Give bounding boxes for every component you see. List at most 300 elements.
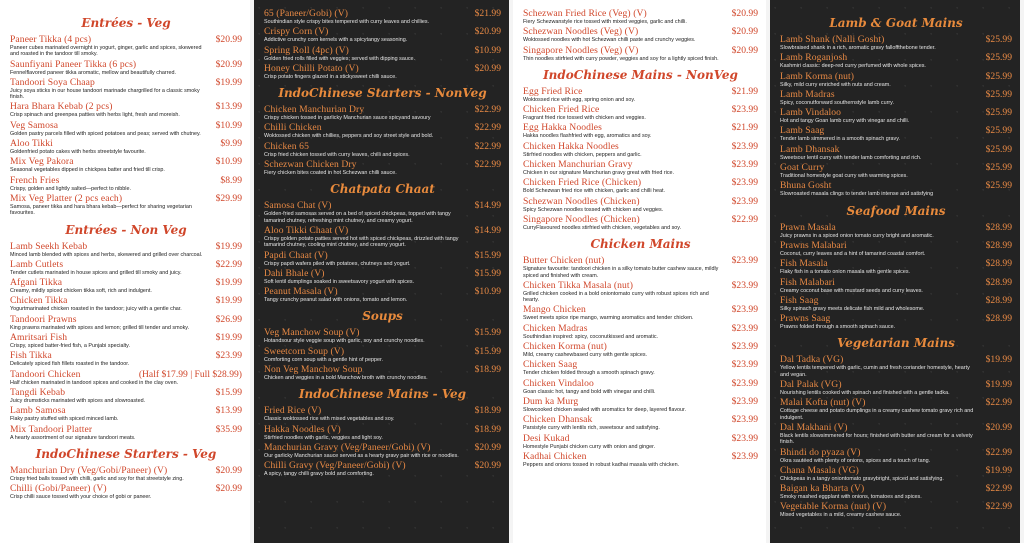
dish-name: Chicken Tikka Masala (nut) — [523, 279, 633, 291]
dish-price: $22.99 — [985, 501, 1012, 513]
menu-item-goat-curry — [780, 162, 1012, 179]
menu-item-hakka-noodles-v — [264, 424, 501, 441]
dish-price: $25.99 — [985, 88, 1012, 100]
dish-name: Lamb Shank (Nalli Gosht) — [780, 34, 885, 45]
dish-name: Chicken Hakka Noodles — [523, 140, 619, 152]
section-soups — [264, 309, 501, 381]
section-title: Entrées - Non Veg — [65, 222, 187, 237]
dish-price: $20.99 — [474, 460, 501, 472]
dish-name: Chicken 65 — [264, 140, 309, 152]
menu-item-bhindi-do-pyaza-v — [780, 447, 1012, 464]
dish-name: Lamb Dhansak — [780, 143, 840, 155]
dish-name: Dum ka Murg — [523, 395, 579, 407]
dish-name: Chilli (Gobi/Paneer) (V) — [10, 483, 107, 495]
menu-item-dal-palak-vg — [780, 379, 1012, 396]
dish-description: Slowcooked chicken sealed with aromatics for deep, layered flavour. — [523, 406, 687, 413]
dish-name: Fish Saag — [780, 294, 819, 306]
dish-description: Southindian inspired: spicy, coconutkissed and aromatic. — [523, 333, 659, 340]
menu-item-vegetable-korma-nut-v — [780, 501, 1012, 518]
dish-price: $18.99 — [474, 364, 501, 376]
dish-price: $19.99 — [215, 76, 242, 88]
dish-price: $23.99 — [731, 395, 758, 407]
menu-item-mix-veg-platter-2-pcs-each — [10, 193, 242, 217]
dish-name: Chicken Madras — [523, 322, 588, 334]
menu-item-veg-samosa — [10, 120, 242, 137]
menu-item-lamb-samosa — [10, 405, 242, 422]
dish-description: A hearty assortment of our signature tandoori meats. — [10, 434, 136, 441]
dish-price: $28.99 — [985, 239, 1012, 251]
dish-price: $23.99 — [731, 140, 758, 152]
dish-name: Sweetcorn Soup (V) — [264, 345, 345, 357]
dish-price: $22.99 — [215, 258, 242, 270]
menu-item-fish-saag — [780, 295, 1012, 312]
dish-name: Chana Masala (VG) — [780, 464, 859, 476]
menu-panel-2 — [254, 0, 509, 543]
dish-name: Chicken Manchurian Dry — [264, 104, 365, 116]
dish-name: Dal Tadka (VG) — [780, 354, 844, 366]
menu-item-chicken-tikka — [10, 295, 242, 312]
dish-description: Tangy crunchy peanut salad with onions, tomato and lemon. — [264, 297, 408, 304]
dish-description: Tender cutlets marinated in house spices and grilled till smoky and juicy. — [10, 269, 182, 276]
dish-name: Fish Malabari — [780, 276, 835, 288]
dish-description: Cottage cheese and potato dumplings in a creamy cashew tomato gravy rich and indulgent. — [780, 408, 974, 421]
dish-description: Crispy fried balls tossed with chilli, garlic and soy for that streetstyle zing. — [10, 475, 184, 482]
menu-item-dum-ka-murg — [523, 396, 758, 413]
dish-name: Prawns Malabari — [780, 239, 847, 251]
dish-description: Juicy drumsticks marinated with spices and slowroasted. — [10, 397, 146, 404]
section-title: IndoChinese Mains - NonVeg — [543, 67, 738, 82]
dish-price: $23.99 — [731, 177, 758, 189]
section-chicken-mains — [523, 237, 758, 468]
dish-price: $10.99 — [215, 119, 242, 131]
dish-name: Chilli Chicken — [264, 122, 322, 134]
dish-price: $20.99 — [474, 62, 501, 74]
dish-description: Yellow lentils tempered with garlic, cumin and fresh coriander homestyle, hearty and vegan. — [780, 365, 970, 378]
dish-price: $22.99 — [985, 483, 1012, 495]
menu-item-aloo-tikki — [10, 138, 242, 155]
menu-item-honey-chilli-potato-v — [264, 63, 501, 80]
dish-name: Amritsari Fish — [10, 332, 68, 344]
dish-name: Aloo Tikki — [10, 138, 53, 150]
menu-item-bhuna-gosht — [780, 180, 1012, 197]
menu-item-chilli-chicken — [264, 122, 501, 139]
dish-description: Juicy soya sticks in our house tandoori marinade chargrilled for a classic smoky finish. — [10, 87, 200, 101]
dish-price: $22.99 — [985, 446, 1012, 458]
dish-price: $28.99 — [985, 276, 1012, 288]
dish-price: $25.99 — [985, 143, 1012, 155]
dish-price: $19.99 — [985, 354, 1012, 366]
dish-name: Honey Chilli Potato (V) — [264, 62, 359, 74]
dish-price: $15.99 — [474, 345, 501, 357]
dish-price: $26.99 — [215, 313, 242, 325]
dish-price: $15.99 — [474, 249, 501, 261]
dish-description: Samosa, paneer tikka and hara bhara kebab—perfect for sharing vegetarian favourites. — [10, 203, 192, 217]
dish-name: Chicken Dhansak — [523, 414, 593, 426]
dish-description: Stirfried noodles with chicken, peppers and garlic. — [523, 151, 642, 158]
dish-name: Tandoori Prawns — [10, 313, 77, 325]
dish-price: $15.99 — [215, 386, 242, 398]
section-indochinese-starters-veg — [10, 447, 242, 501]
section-title: Soups — [362, 309, 403, 324]
menu-item-baigan-ka-bharta-v — [780, 483, 1012, 500]
dish-description: Fennelflavored paneer tikka aromatic, mellow and beautifully charred. — [10, 69, 176, 76]
menu-item-lamb-dhansak — [780, 144, 1012, 161]
dish-name: Lamb Vindaloo — [780, 107, 842, 119]
dish-description: Crisp chilli sauce tossed with your choice of gobi or paneer. — [10, 494, 152, 501]
dish-description: Smoky mashed eggplant with onions, tomatoes and spices. — [780, 494, 922, 501]
dish-price: $8.99 — [220, 174, 242, 186]
menu-item-chana-masala-vg — [780, 465, 1012, 482]
menu-item-tandoori-chicken — [10, 369, 242, 386]
dish-name: Lamb Cutlets — [10, 258, 64, 270]
dish-description: Hot and tangy Goan lamb curry with vinegar and chilli. — [780, 118, 910, 125]
dish-description: Hakka noodles flashfried with egg, aromatics and soy. — [523, 133, 652, 140]
menu-item-papdi-chaat-v — [264, 250, 501, 267]
menu-item-chicken-tikka-masala-nut — [523, 280, 758, 304]
menu-item-malai-kofta-nut-v — [780, 397, 1012, 421]
dish-name: Lamb Korma (nut) — [780, 70, 855, 82]
menu-item-prawns-malabari — [780, 240, 1012, 257]
dish-description: Our garlicky Manchurian sauce served as a hearty gravy pair with rice or noodles. — [264, 452, 459, 459]
menu-item-schezwan-noodles-chicken — [523, 196, 758, 213]
menu-item-mix-tandoori-platter — [10, 424, 242, 441]
dish-description: Yogurtmarinated chicken roasted in the tandoor; juicy with a gentle char. — [10, 306, 182, 313]
menu-item-dahi-bhale-v — [264, 268, 501, 285]
dish-price: $22.99 — [474, 104, 501, 116]
dish-name: Dal Makhani (V) — [780, 421, 848, 433]
dish-name: Schezwan Noodles (Veg) (V) — [523, 26, 639, 38]
dish-name: Hara Bhara Kebab (2 pcs) — [10, 101, 113, 113]
menu-item-fish-masala — [780, 258, 1012, 275]
section-seafood-mains — [780, 204, 1012, 331]
dish-description: Sweet meets spice ripe mango, warming aromatics and tender chicken. — [523, 315, 694, 322]
dish-description: Grilled chicken cooked in a bold oniontomato curry with robust spices rich and hearty. — [523, 290, 709, 304]
menu-item-afgani-tikka — [10, 277, 242, 294]
dish-description: Chicken in our signature Manchurian gravy great with fried rice. — [523, 170, 675, 177]
menu-item-dal-tadka-vg — [780, 354, 1012, 378]
dish-price: $20.99 — [215, 58, 242, 70]
dish-description: Golden-fried samosas served on a bed of spiced chickpeas, topped with tangy tamarind chutney, refreshing mint chutney, and creamy yogurt. — [264, 211, 451, 224]
dish-name: Kadhai Chicken — [523, 450, 587, 462]
menu-item-samosa-chat-v — [264, 200, 501, 224]
dish-name: Butter Chicken (nut) — [523, 255, 605, 267]
dish-description: Flaky fish in a tomato onion masala with gentle spices. — [780, 269, 911, 276]
menu-item-fish-tikka — [10, 350, 242, 367]
menu-item-chicken-hakka-noodles — [523, 141, 758, 158]
dish-description: Fiery chicken bites coated in hot Schezwan chilli sauce. — [264, 170, 397, 177]
dish-description: Crisp spinach and greenpea patties with herbs light, fresh and moreish. — [10, 112, 180, 119]
dish-price: $18.99 — [474, 423, 501, 435]
dish-description: Soft lentil dumplings soaked in sweetsavory yogurt with spices. — [264, 278, 415, 285]
dish-price: $23.99 — [731, 377, 758, 389]
dish-price: $20.99 — [215, 34, 242, 45]
dish-name: Mango Chicken — [523, 304, 586, 316]
dish-description: Chicken and veggies in a bold Manchow broth with crunchy noodles. — [264, 375, 428, 382]
menu-item-spring-roll-4pc-v — [264, 45, 501, 62]
menu-item-peanut-masala-v — [264, 286, 501, 303]
dish-price: $25.99 — [985, 70, 1012, 82]
dish-name: Bhindi do pyaza (V) — [780, 446, 861, 458]
dish-description: Hotandsour style veggie soup with garlic, soy and crunchy noodles. — [264, 338, 425, 345]
dish-description: Parsistyle curry with lentils rich, sweetsour and satisfying. — [523, 425, 660, 432]
dish-price: $25.99 — [985, 162, 1012, 174]
dish-description: Creamy coconut base with mustard seeds and curry leaves. — [780, 287, 923, 294]
dish-name: Vegetable Korma (nut) (V) — [780, 501, 887, 513]
dish-name: Lamb Madras — [780, 88, 835, 100]
menu-item-prawns-saag — [780, 313, 1012, 330]
dish-name: Papdi Chaat (V) — [264, 249, 328, 261]
dish-price: $23.99 — [731, 359, 758, 371]
dish-name: Chicken Fried Rice (Chicken) — [523, 177, 642, 189]
menu-panel-1 — [0, 0, 250, 543]
menu-item-hara-bhara-kebab-2-pcs — [10, 101, 242, 118]
dish-description: Peppers and onions tossed in robust kadhai masala with chicken. — [523, 461, 680, 468]
dish-price: $22.99 — [474, 159, 501, 171]
dish-description: Minced lamb blended with spices and herbs, skewered and grilled over charcoal. — [10, 251, 203, 258]
dish-description: Addictive crunchy corn kernels with a spicytangy seasoning. — [264, 37, 408, 44]
dish-name: Fish Tikka — [10, 350, 52, 362]
dish-price: $9.99 — [220, 138, 242, 150]
section-indochinese-mains-nonveg — [523, 68, 758, 231]
menu-item-egg-hakka-noodles — [523, 122, 758, 139]
menu-item-chicken-dhansak — [523, 414, 758, 431]
dish-description: Chickpeas in a tangy oniontomato gravybright, spiced and satisfying. — [780, 475, 944, 482]
menu-panel-4 — [770, 0, 1020, 543]
dish-description: Classic woktossed rice with mixed vegetables and soy. — [264, 416, 395, 423]
dish-description: Slowbraised shank in a rich, aromatic gravy falloffthebone tender. — [780, 45, 936, 51]
dish-price: $25.99 — [985, 107, 1012, 119]
dish-price: $20.99 — [985, 421, 1012, 433]
menu-item-schezwan-fried-rice-veg-v — [523, 8, 758, 25]
section-continued — [264, 8, 501, 80]
dish-name: Aloo Tikki Chaat (V) — [264, 224, 349, 236]
dish-name: Chilli Gravy (Veg/Paneer/Gobi) (V) — [264, 460, 406, 472]
dish-name: Malai Kofta (nut) (V) — [780, 397, 866, 409]
dish-price: $20.99 — [474, 26, 501, 38]
dish-price: $23.99 — [731, 432, 758, 444]
menu-item-tandoori-soya-chaap — [10, 77, 242, 101]
menu-item-sweetcorn-soup-v — [264, 346, 501, 363]
section-indochinese-mains-veg — [264, 387, 501, 477]
dish-price: $23.99 — [731, 304, 758, 316]
menu-panel-3 — [513, 0, 766, 543]
dish-price: $23.99 — [731, 279, 758, 291]
dish-description: Half chicken marinated in tandoori spices and cooked in the clay oven. — [10, 379, 179, 386]
dish-name: Goat Curry — [780, 162, 825, 174]
section-title: IndoChinese Starters - NonVeg — [278, 86, 487, 101]
dish-price: $35.99 — [215, 423, 242, 435]
dish-price: $19.99 — [985, 464, 1012, 476]
dish-description: Woktossed rice with egg, spring onion and soy. — [523, 96, 636, 103]
dish-description: Crispy, spiced batter-fried fish, a Punjabi specialty. — [10, 343, 130, 350]
dish-name: Saunfiyani Paneer Tikka (6 pcs) — [10, 58, 137, 70]
menu-item-prawn-masala — [780, 222, 1012, 239]
dish-price: $22.99 — [985, 397, 1012, 409]
dish-description: Slowroasted masala clings to tender lamb intense and satisfying — [780, 191, 934, 198]
dish-name: Singapore Noodles (Chicken) — [523, 213, 640, 225]
dish-description: Sweetsour lentil curry with tender lamb comforting and rich. — [780, 154, 922, 161]
dish-description: Traditional homestyle goat curry with warming spices. — [780, 173, 908, 180]
dish-name: Singapore Noodles (Veg) (V) — [523, 44, 639, 56]
menu-item-non-veg-manchow-soup — [264, 364, 501, 381]
menu-item-lamb-saag — [780, 125, 1012, 142]
section-chatpata-chaat — [264, 182, 501, 303]
dish-description: Delicately spiced fish fillets roasted in the tandoor. — [10, 361, 130, 368]
section-lamb-goat-mains — [780, 16, 1012, 198]
dish-name: Schezwan Chicken Dry — [264, 159, 357, 171]
menu-item-tandoori-prawns — [10, 314, 242, 331]
section-title: IndoChinese Mains - Veg — [298, 387, 467, 402]
menu-item-chicken-korma-nut — [523, 341, 758, 358]
menu-item-mango-chicken — [523, 304, 758, 321]
dish-description: Golden pastry parcels filled with spiced potatoes and peas; served with chutney. — [10, 130, 201, 137]
dish-name: Prawns Saag — [780, 313, 831, 325]
dish-description: Coconut, curry leaves and a hint of tamarind coastal comfort. — [780, 250, 926, 257]
menu-item-chicken-manchurian-gravy — [523, 159, 758, 176]
dish-name: Lamb Samosa — [10, 405, 66, 417]
dish-name: Lamb Seekh Kebab — [10, 240, 88, 252]
dish-price: $19.99 — [215, 277, 242, 289]
dish-description: A spicy, tangy chilli gravy bold and comforting. — [264, 471, 374, 478]
dish-price: $25.99 — [985, 34, 1012, 45]
dish-name: 65 (Paneer/Gobi) (V) — [264, 8, 349, 19]
menu-item-tangdi-kebab — [10, 387, 242, 404]
dish-description: Crispy papdi wafers piled with potatoes, chutneys and yogurt. — [264, 260, 411, 267]
section-title: Chatpata Chaat — [330, 182, 435, 197]
dish-price: $15.99 — [474, 327, 501, 339]
menu-item-aloo-tikki-chaat-v — [264, 225, 501, 249]
dish-name: Chicken Korma (nut) — [523, 341, 607, 353]
dish-name: Egg Hakka Noodles — [523, 122, 602, 134]
menu-item-chicken-fried-rice — [523, 104, 758, 121]
dish-description: Spicy, coconutforward southernstyle lamb curry. — [780, 99, 894, 106]
menu-item-saunfiyani-paneer-tikka-6-pcs — [10, 59, 242, 76]
dish-name: Samosa Chat (V) — [264, 200, 332, 212]
dish-description: Crisp fried chicken tossed with curry leaves, chilli and spices. — [264, 151, 410, 158]
dish-price: $25.99 — [985, 125, 1012, 137]
dish-price: $19.99 — [215, 332, 242, 344]
dish-description: King prawns marinated with spices and lemon; grilled till tender and smoky. — [10, 324, 190, 331]
dish-description: Silky spinach gravy meets delicate fish mild and wholesome. — [780, 305, 925, 312]
dish-description: Bold Schezwan fried rice with chicken, garlic and chilli heat. — [523, 188, 666, 195]
section-title: Entrées - Veg — [81, 16, 171, 30]
dish-name: Dahi Bhale (V) — [264, 267, 325, 279]
dish-name: Non Veg Manchow Soup — [264, 364, 363, 376]
dish-description: Tender chicken folded through a smooth spinach gravy. — [523, 370, 655, 377]
dish-price: $21.99 — [474, 8, 501, 19]
dish-price: $20.99 — [474, 441, 501, 453]
dish-description: Prawns folded through a smooth spinach sauce. — [780, 324, 896, 331]
dish-price: $20.99 — [731, 8, 758, 19]
dish-name: Afgani Tikka — [10, 277, 63, 289]
dish-price: $28.99 — [985, 294, 1012, 306]
menu-item-dal-makhani-v — [780, 422, 1012, 446]
dish-price: $21.99 — [731, 122, 758, 134]
menu-item-manchurian-gravy-veg-paneer-gobi-v — [264, 442, 501, 459]
menu-item-butter-chicken-nut — [523, 255, 758, 279]
dish-description: Goldenfried potato cakes with herbs streetstyle favourite. — [10, 149, 146, 156]
dish-price: $20.99 — [731, 26, 758, 38]
dish-description: CurryFlavoured noodles stirfried with chicken, vegetables and soy. — [523, 224, 682, 231]
dish-description: Paneer cubes marinated overnight in yogurt, ginger, garlic and spices, skewered and roasted in the tandoor till smoky. — [10, 45, 202, 58]
dish-description: Tender lamb simmered in a smooth spinach gravy. — [780, 136, 901, 143]
dish-name: Bhuna Gosht — [780, 180, 832, 192]
dish-price: $23.99 — [731, 159, 758, 171]
dish-name: Prawn Masala — [780, 221, 836, 233]
menu-item-french-fries — [10, 175, 242, 192]
dish-price: $10.99 — [474, 44, 501, 56]
dish-price: $13.99 — [215, 101, 242, 113]
dish-price: $25.99 — [985, 180, 1012, 192]
menu-item-lamb-madras — [780, 89, 1012, 106]
dish-name: Baigan ka Bharta (V) — [780, 483, 865, 495]
dish-name: Veg Manchow Soup (V) — [264, 327, 360, 339]
menu-item-singapore-noodles-veg-v — [523, 45, 758, 62]
dish-price: $22.99 — [474, 140, 501, 152]
dish-price: $14.99 — [474, 224, 501, 236]
dish-name: Mix Veg Pakora — [10, 156, 74, 168]
menu-item-chicken-madras — [523, 323, 758, 340]
dish-price: $18.99 — [474, 405, 501, 417]
section-indochinese-starters-nonveg — [264, 86, 501, 176]
dish-description: Woktossed chicken with chillies, peppers and soy street style and bold. — [264, 133, 434, 140]
dish-name: Manchurian Gravy (Veg/Paneer/Gobi) (V) — [264, 441, 431, 453]
dish-name: Chicken Fried Rice — [523, 104, 600, 116]
dish-description: Nourishing lentils cooked with spinach and finished with a gentle tadka. — [780, 390, 950, 397]
menu-item-chilli-gravy-veg-paneer-gobi-v — [264, 460, 501, 477]
dish-description: Mild, creamy cashewbased curry with gentle spices. — [523, 352, 648, 359]
dish-name: Chicken Vindaloo — [523, 377, 594, 389]
section-title: Seafood Mains — [846, 203, 946, 218]
dish-name: Tandoori Chicken — [10, 368, 81, 380]
dish-name: Fried Rice (V) — [264, 405, 322, 417]
dish-name: Paneer Tikka (4 pcs) — [10, 34, 92, 45]
dish-description: Kashmiri classic: deep-red curry perfumed with whole spices. — [780, 63, 926, 70]
section-title: Vegetarian Mains — [837, 336, 955, 351]
dish-price: $19.99 — [215, 240, 242, 252]
dish-price: $28.99 — [985, 313, 1012, 325]
dish-price: $19.99 — [985, 379, 1012, 391]
dish-price: $15.99 — [474, 267, 501, 279]
dish-price: $23.99 — [731, 322, 758, 334]
dish-price: $10.99 — [215, 156, 242, 168]
dish-price: $29.99 — [215, 192, 242, 204]
dish-price: $20.99 — [731, 44, 758, 56]
menu-item-chicken-vindaloo — [523, 378, 758, 395]
dish-description: Signature favourite: tandoori chicken in a silky tomato butter cashew sauce, mildly spiced and finished with cream. — [523, 266, 719, 279]
dish-name: Mix Veg Platter (2 pcs each) — [10, 192, 123, 204]
dish-name: Hakka Noodles (V) — [264, 423, 341, 435]
dish-name: Spring Roll (4pc) (V) — [264, 44, 349, 56]
dish-price: $23.99 — [215, 350, 242, 362]
dish-description: Crisp potato fingers glazed in a stickysweet chilli sauce. — [264, 73, 397, 80]
dish-description: Fiery Schezwanstyle rice tossed with mixed veggies, garlic and chilli. — [523, 19, 687, 25]
dish-price: $23.99 — [731, 341, 758, 353]
dish-name: Peanut Masala (V) — [264, 286, 338, 298]
dish-name: Fish Masala — [780, 258, 828, 270]
dish-name: Crispy Corn (V) — [264, 26, 329, 38]
dish-price: $23.99 — [731, 450, 758, 462]
dish-price: $22.99 — [731, 213, 758, 225]
dish-name: Veg Samosa — [10, 119, 59, 131]
menu-item-chicken-saag — [523, 359, 758, 376]
dish-description: Woktossed noodles with hot Schezwan chilli paste and crunchy veggies. — [523, 37, 696, 44]
dish-name: Mix Tandoori Platter — [10, 423, 93, 435]
dish-description: Stirfried noodles with garlic, veggies and light soy. — [264, 434, 383, 441]
section-title: Lamb & Goat Mains — [829, 16, 963, 30]
dish-price: $28.99 — [985, 221, 1012, 233]
menu-item-lamb-cutlets — [10, 259, 242, 276]
